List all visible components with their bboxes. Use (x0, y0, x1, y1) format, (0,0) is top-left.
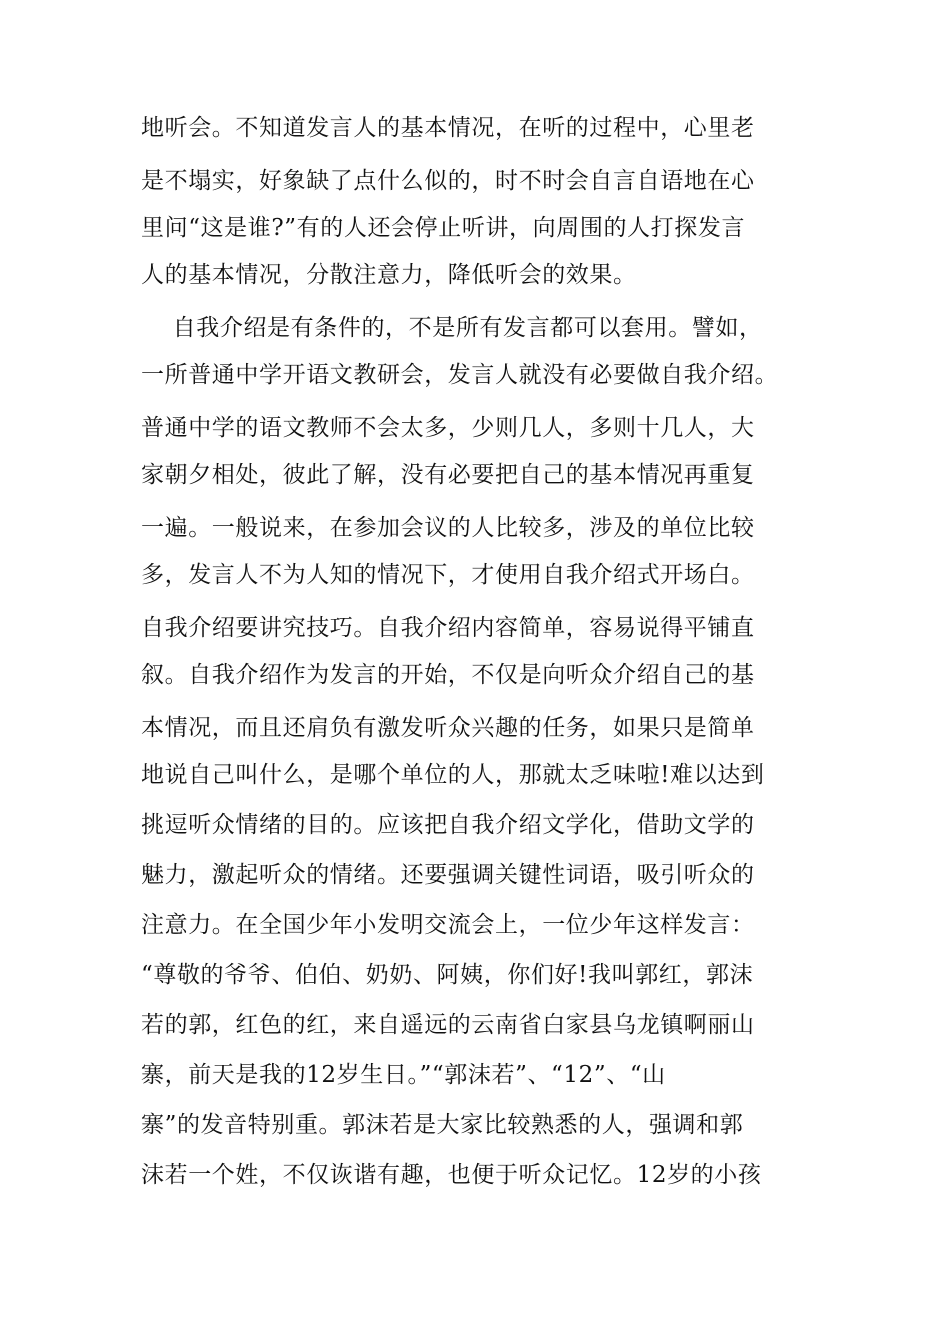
text-line: 一所普通中学开语文教研会，发言人就没有必要做自我介绍。 (141, 362, 779, 388)
text-line: 挑逗听众情绪的目的。应该把自我介绍文学化，借助文学的 (141, 812, 755, 838)
text-line: 魅力，激起听众的情绪。还要强调关键性词语，吸引听众的 (141, 862, 755, 888)
text-line: 多，发言人不为人知的情况下，才使用自我介绍式开场白。 (141, 562, 755, 588)
text-line: 叙。自我介绍作为发言的开始，不仅是向听众介绍自己的基 (141, 662, 755, 688)
text-line: “尊敬的爷爷、伯伯、奶奶、阿姨，你们好!我叫郭红，郭沫 (141, 962, 754, 988)
text-line: 本情况，而且还肩负有激发听众兴趣的任务，如果只是简单 (141, 715, 755, 741)
text-line: 是不塌实，好象缺了点什么似的，时不时会自言自语地在心 (141, 168, 755, 194)
text-line: 普通中学的语文教师不会太多，少则几人，多则十几人，大 (141, 415, 755, 441)
text-line: 家朝夕相处，彼此了解，没有必要把自己的基本情况再重复 (141, 462, 755, 488)
text-line: 寨”的发音特别重。郭沫若是大家比较熟悉的人，强调和郭 (141, 1112, 744, 1138)
text-line: 里问“这是谁?”有的人还会停止听讲，向周围的人打探发言 (141, 215, 746, 241)
text-line: 自我介绍是有条件的，不是所有发言都可以套用。譬如， (141, 315, 763, 341)
text-line: 自我介绍要讲究技巧。自我介绍内容简单，容易说得平铺直 (141, 615, 755, 641)
text-line: 沫若一个姓，不仅诙谐有趣，也便于听众记忆。12岁的小孩 (141, 1162, 762, 1188)
text-line: 地听会。不知道发言人的基本情况，在听的过程中，心里老 (141, 115, 755, 141)
text-line: 注意力。在全国少年小发明交流会上，一位少年这样发言： (141, 912, 755, 938)
text-line: 人的基本情况，分散注意力，降低听会的效果。 (141, 262, 637, 288)
text-line: 地说自己叫什么，是哪个单位的人，那就太乏味啦!难以达到 (141, 762, 765, 788)
text-line: 一遍。一般说来，在参加会议的人比较多，涉及的单位比较 (141, 515, 755, 541)
text-line: 若的郭，红色的红，来自遥远的云南省白家县乌龙镇啊丽山 (141, 1012, 755, 1038)
text-line: 寨，前天是我的12岁生日。”“郭沫若”、“12”、“山 (141, 1062, 666, 1088)
